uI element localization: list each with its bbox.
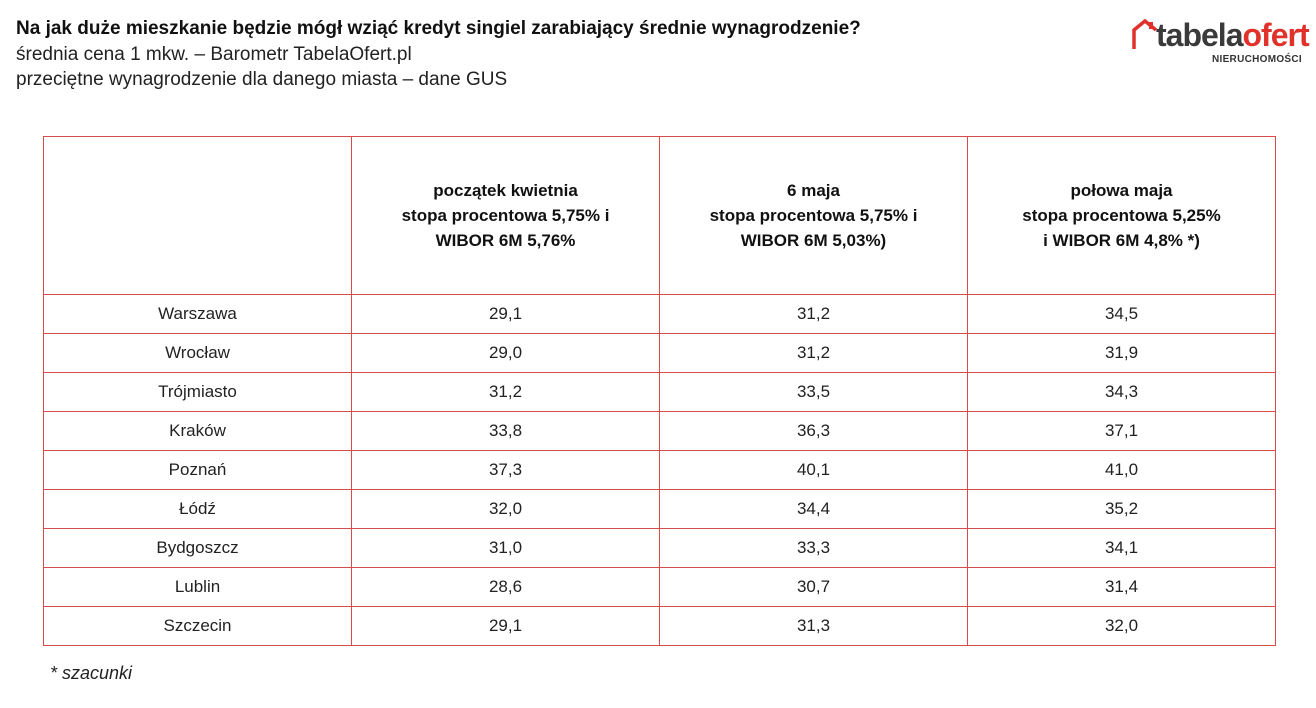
value-cell: 34,5	[968, 295, 1276, 334]
city-cell: Trójmiasto	[44, 373, 352, 412]
value-cell: 33,8	[352, 412, 660, 451]
value-cell: 36,3	[660, 412, 968, 451]
value-cell: 29,0	[352, 334, 660, 373]
header-line: połowa maja	[1070, 181, 1173, 200]
table-row	[44, 451, 1276, 490]
value-cell: 31,3	[660, 607, 968, 646]
header-cell-may-6	[660, 137, 968, 295]
tabelaofert-logo	[1132, 17, 1309, 68]
apartment-size-table	[43, 136, 1276, 646]
city-cell: Kraków	[44, 412, 352, 451]
logo-subtitle: NIERUCHOMOŚCI	[1211, 54, 1302, 65]
header-line: stopa procentowa 5,75% i	[709, 206, 918, 225]
header-cell-mid-may	[968, 137, 1276, 295]
value-cell: 33,5	[660, 373, 968, 412]
table-header-row	[44, 137, 1276, 295]
table-row	[44, 607, 1276, 646]
city-cell: Poznań	[44, 451, 352, 490]
header-line: stopa procentowa 5,75% i	[401, 206, 610, 225]
value-cell: 31,9	[968, 334, 1276, 373]
header-line: WIBOR 6M 5,76%	[435, 231, 576, 250]
logo-wordmark	[1156, 16, 1309, 54]
table-row	[44, 334, 1276, 373]
value-cell: 29,1	[352, 295, 660, 334]
header-cell-city	[44, 137, 352, 295]
city-cell: Szczecin	[44, 607, 352, 646]
value-cell: 30,7	[660, 568, 968, 607]
footnote: * szacunki	[50, 663, 133, 683]
table-row	[44, 373, 1276, 412]
value-cell: 31,0	[352, 529, 660, 568]
value-cell: 35,2	[968, 490, 1276, 529]
value-cell: 32,0	[968, 607, 1276, 646]
city-cell: Lublin	[44, 568, 352, 607]
value-cell: 34,3	[968, 373, 1276, 412]
header-line: i WIBOR 6M 4,8% *)	[1043, 231, 1200, 250]
header-line: WIBOR 6M 5,03%)	[740, 231, 887, 250]
value-cell: 33,3	[660, 529, 968, 568]
header	[16, 16, 1096, 92]
value-cell: 41,0	[968, 451, 1276, 490]
value-cell: 31,4	[968, 568, 1276, 607]
city-cell: Warszawa	[44, 295, 352, 334]
city-cell: Łódź	[44, 490, 352, 529]
header-line: początek kwietnia	[433, 181, 578, 200]
header-cell-early-april	[352, 137, 660, 295]
value-cell: 32,0	[352, 490, 660, 529]
table-row	[44, 568, 1276, 607]
table-row	[44, 529, 1276, 568]
value-cell: 31,2	[660, 295, 968, 334]
table-row	[44, 412, 1276, 451]
city-cell: Bydgoszcz	[44, 529, 352, 568]
value-cell: 34,4	[660, 490, 968, 529]
table-row	[44, 295, 1276, 334]
value-cell: 37,3	[352, 451, 660, 490]
value-cell: 31,2	[352, 373, 660, 412]
value-cell: 28,6	[352, 568, 660, 607]
value-cell: 40,1	[660, 451, 968, 490]
subtitle-salary: przeciętne wynagrodzenie dla danego miasta – dane GUS	[16, 69, 508, 90]
subtitle-source: średnia cena 1 mkw. – Barometr TabelaOfert.pl	[16, 44, 412, 65]
value-cell: 29,1	[352, 607, 660, 646]
table-row	[44, 490, 1276, 529]
logo-word-tabela: tabela	[1156, 17, 1243, 53]
header-line: 6 maja	[787, 181, 840, 200]
page-title: Na jak duże mieszkanie będzie mógł wziąć kredyt singiel zarabiający średnie wynagrodzenie?	[16, 18, 861, 39]
value-cell: 37,1	[968, 412, 1276, 451]
house-icon	[1132, 18, 1158, 50]
value-cell: 31,2	[660, 334, 968, 373]
value-cell: 34,1	[968, 529, 1276, 568]
logo-word-ofert: ofert	[1242, 17, 1309, 53]
city-cell: Wrocław	[44, 334, 352, 373]
header-line: stopa procentowa 5,25%	[1022, 206, 1221, 225]
